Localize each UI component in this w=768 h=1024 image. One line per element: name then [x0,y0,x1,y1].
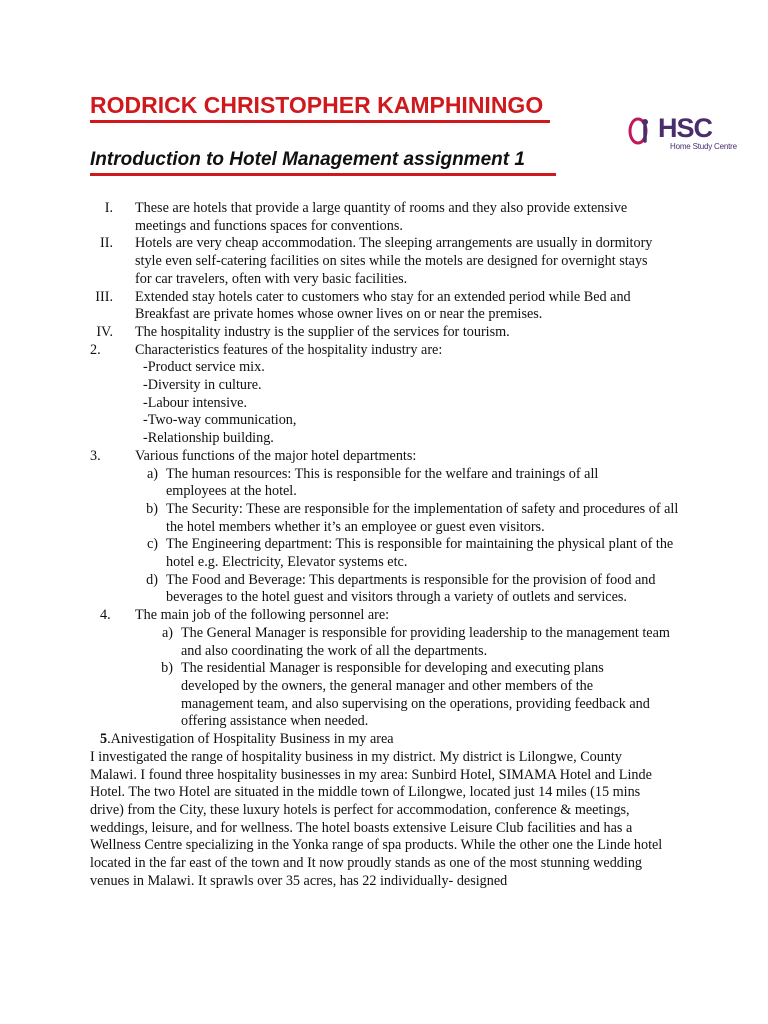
hsc-logo [628,113,758,153]
list-item [0,324,768,342]
section-characteristics [0,342,768,448]
list-marker: I. [104,200,113,216]
feature-list [143,359,768,448]
section-personnel [0,607,768,731]
title-underline [90,173,556,176]
list-text: The Food and Beverage: This departments is responsible for the provision of food and beverages to the hotel guest and visitors through a variety of outlets and services. [166,571,656,606]
feature-item: -Diversity in culture. [143,377,262,394]
feature-item: -Product service mix. [143,359,265,376]
list-text: Extended stay hotels cater to customers who stay for an extended period while Bed and Breakfast are private homes whose owner lives on or near the premises. [135,288,631,323]
list-marker: IV. [96,323,113,340]
list-item [0,572,768,607]
list-text: The hospitality industry is the supplier of the services for tourism. [135,323,510,340]
section-intro: Various functions of the major hotel departments: [135,447,417,464]
section-heading [100,731,768,749]
list-marker: b) [146,500,158,517]
author-name: RODRICK CHRISTOPHER KAMPHININGO [90,92,544,118]
section-heading [0,342,768,360]
list-text: The General Manager is responsible for providing leadership to the management team and also coordinating the work of all the departments. [181,624,670,659]
list-marker: d) [146,571,158,588]
feature-item: -Relationship building. [143,430,274,447]
document-body [0,200,768,890]
list-item [0,235,768,288]
section-departments [0,448,768,607]
section-title: .Anivestigation of Hospitality Business in my area [107,731,394,748]
list-item [0,536,768,571]
list-item [0,466,768,501]
list-marker: III. [95,288,113,305]
list-marker: II. [100,235,113,252]
list-marker: a) [161,624,173,641]
section-intro: The main job of the following personnel are: [135,607,390,624]
section-heading [0,607,768,625]
list-item [0,289,768,324]
investigation-paragraph: I investigated the range of hospitality business in my district. My district is Lilongwe, County Malawi. I found three hospitality businesses in my area: Sunbird Hotel, SIMAMA Hotel and Linde Hotel. The two Hotel are situated in the middle town of Lilongwe, located just 14 miles (15 mins drive) from the City, these luxury hotels is perfect for accommodation, conference & meetings, weddings, leisure, and for wellness. The hotel boasts extensive Leisure Club facilities and has a Wellness Centre specializing in the Yonka range of spa products. While the other one the Linde hotel located in the far east of the town and It now proudly stands as one of the most stunning wedding venues in Malawi. It sprawls over 35 acres, has 22 individually- designed [90,748,663,889]
list-marker: a) [146,465,158,482]
feature-item: -Labour intensive. [143,394,248,411]
section-number: 5 [100,731,108,748]
section-number: 3. [90,447,101,464]
list-item [0,625,768,660]
section-heading [0,448,768,466]
list-marker: b) [161,660,173,677]
list-text: Hotels are very cheap accommodation. The sleeping arrangements are usually in dormitory style even self-catering facilities on sites while the motels are designed for overnight stays for car travelers, often with very basic facilities. [135,235,653,287]
section-number: 2. [90,341,101,358]
list-text: The residential Manager is responsible for developing and executing plans developed by the owners, the general manager and other members of the management team, and also supervising on the operations, providing feedback and offering assistance when needed. [181,660,650,730]
author-underline [90,120,550,123]
list-item [0,200,768,235]
list-text: The Security: These are responsible for the implementation of safety and procedures of all the hotel members whether it’s an employee or guest even visitors. [166,500,679,535]
feature-item: -Two-way communication, [143,412,297,429]
section-investigation [0,731,768,890]
list-item [0,501,768,536]
section-number: 4. [100,607,111,624]
list-text: The human resources: This is responsible for the welfare and trainings of all employees at the hotel. [166,465,599,500]
list-item [0,660,768,731]
roman-list [0,200,768,342]
section-intro: Characteristics features of the hospitality industry are: [135,341,443,358]
logo-subtext: Home Study Centre [670,142,737,151]
hsc-logo-mark-icon [628,115,658,147]
list-text: These are hotels that provide a large quantity of rooms and they also provide extensive meetings and functions spaces for conventions. [135,200,628,234]
assignment-title: Introduction to Hotel Management assignment 1 [90,149,525,170]
list-marker: c) [146,536,158,553]
logo-wordmark: HSC [658,113,713,143]
list-text: The Engineering department: This is responsible for maintaining the physical plant of the hotel e.g. Electricity, Elevator systems etc. [166,536,674,571]
